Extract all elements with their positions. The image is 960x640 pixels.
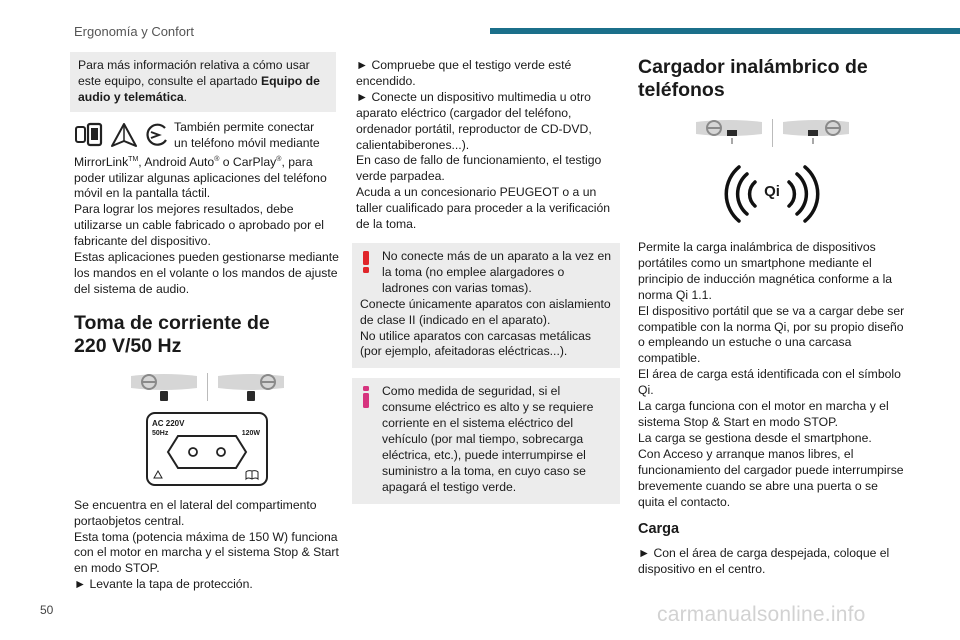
watermark: carmanualsonline.info — [657, 603, 866, 626]
wireless-p3: El área de carga está identificada con el símbolo Qi. — [638, 367, 901, 398]
wireless-p5: La carga se gestiona desde el smartphone. — [638, 430, 872, 445]
wireless-p6: Con Acceso y arranque manos libres, el funcionamiento del cargador puede interrumpirse brevemente cuando se abre una puerta o se quita el contacto. — [638, 446, 904, 509]
info-box-end: . — [183, 89, 188, 104]
info-notice-text: Como medida de seguridad, si el consume eléctrico es alto y se requiere corriente en el sistema eléctrico del vehículo (por mal tiempo, sobrecarga eléctrica, etc.), puede interrumpirse el suministro a la toma, en cuyo caso se apagará el testigo verde. — [382, 384, 594, 494]
apps-row — [74, 120, 340, 152]
wireless-title-line2: teléfonos — [638, 79, 725, 101]
warning-text-1: No conecte más de un aparato a la vez en la toma (no emplee alargadores o ladrones con varias tomas). — [382, 248, 611, 295]
apps-para: , para — [281, 154, 313, 169]
apps-carplay: o CarPlay — [219, 154, 277, 169]
malfunction-text: En caso de fallo de funcionamiento, el testigo verde parpadea. — [356, 153, 602, 184]
wireless-title-line1: Cargador inalámbrico de — [638, 56, 868, 78]
carga-step: ► Con el área de carga despejada, coloque el dispositivo en el centro. — [638, 546, 890, 577]
dashboard-wireless-rhd-icon — [781, 116, 851, 150]
wireless-vehicle-separator — [772, 119, 773, 147]
socket-body-1: Se encuentra en el lateral del compartimento portaobjetos central. — [74, 497, 317, 528]
socket-vehicle-icons — [74, 370, 340, 404]
socket-body — [74, 498, 340, 593]
info-box-text: Para más información relativa a cómo usar este equipo, consulte el apartado — [78, 58, 310, 88]
column-2 — [356, 58, 620, 504]
socket-steps — [356, 58, 620, 233]
socket-illustration — [74, 412, 340, 486]
apps-mirrorlink: MirrorLink — [74, 154, 129, 169]
qi-symbol — [638, 164, 906, 224]
dashboard-lhd-icon — [129, 370, 199, 404]
tm-sup: TM — [128, 155, 139, 163]
socket-label-hz: 50Hz — [152, 429, 169, 437]
socket-outlet-icon — [148, 414, 266, 484]
page-number: 50 — [40, 603, 54, 617]
socket-body-3: ► Levante la tapa de protección. — [74, 577, 253, 592]
info-box — [70, 52, 336, 112]
column-3 — [638, 56, 906, 578]
apps-rest: poder utilizar algunas aplicaciones del teléfono móvil en la pantalla táctil. — [74, 170, 327, 201]
mirrorlink-icon — [74, 122, 104, 148]
reg-sup-2: ® — [276, 155, 282, 163]
apps-intro: También permite conectar un teléfono móvil mediante — [174, 119, 320, 150]
warning-box — [352, 243, 620, 368]
header-title: Ergonomía y Confort — [74, 24, 194, 39]
socket-label-w: 120W — [241, 429, 260, 437]
qi-wireless-icon — [717, 164, 827, 224]
section-title-socket — [74, 312, 340, 358]
step-1: ► Compruebe que el testigo verde esté encendido. — [356, 58, 572, 88]
section-title-wireless — [638, 56, 906, 102]
warning-text-2: Conecte únicamente aparatos con aislamiento de clase II (indicado en el aparato). — [360, 296, 611, 327]
warning-exclamation-icon — [362, 251, 370, 273]
dashboard-rhd-icon — [216, 370, 286, 404]
apps-text — [74, 152, 340, 298]
qi-label: Qi — [764, 183, 780, 200]
android-auto-icon — [110, 122, 138, 148]
apps-android: , Android Auto — [138, 154, 215, 169]
column-1 — [74, 52, 340, 593]
wireless-body — [638, 240, 906, 510]
info-box-bold: Equipo de audio y telemática — [78, 73, 320, 104]
vehicle-separator — [207, 373, 208, 401]
reg-sup-1: ® — [214, 155, 220, 163]
apps-icons — [74, 120, 170, 148]
socket-label-ac: AC 220V — [152, 418, 185, 428]
apps-paragraph-2: Para lograr los mejores resultados, debe utilizarse un cable fabricado o aprobado por el fabricante del dispositivo. — [74, 202, 325, 249]
carplay-icon — [144, 122, 170, 148]
info-notice-box — [352, 378, 620, 503]
socket-title-line2: 220 V/50 Hz — [74, 334, 182, 357]
step-2: ► Conecte un dispositivo multimedia u otro aparato eléctrico (cargador del teléfono, ordenador portátil, reproductor de CD-DVD, calientabiberones...). — [356, 89, 592, 152]
wireless-p1: Permite la carga inalámbrica de dispositivos portátiles como un smartphone mediante el principio de inducción magnética conforme a la norma Qi 1.1. — [638, 240, 893, 302]
info-i-icon — [362, 386, 370, 408]
header-accent-bar — [490, 28, 960, 34]
apps-paragraph-3: Estas aplicaciones pueden gestionarse mediante los mandos en el volante o los mandos de ajuste del sistema de audio. — [74, 250, 339, 296]
dealer-text: Acuda a un concesionario PEUGEOT o a un taller cualificado para proceder a la verificación de la toma. — [356, 185, 611, 232]
socket-body-2: Esta toma (potencia máxima de 150 W) funciona con el motor en marcha y el sistema Stop & Start en modo STOP. — [74, 529, 339, 576]
wireless-vehicle-icons — [638, 116, 906, 150]
subheading-carga: Carga — [638, 521, 680, 538]
wireless-p4: La carga funciona con el motor en marcha y el sistema Stop & Start en modo STOP. — [638, 399, 889, 429]
wireless-p2: El dispositivo portátil que se va a cargar debe ser compatible con la norma Qi, por su propio diseño o empleando un estuche o una carcasa compatible. — [638, 303, 905, 366]
warning-text-3: No utilice aparatos con carcasas metálicas (por ejemplo, afeitadoras eléctricas...). — [360, 328, 591, 359]
socket-220v-icon — [146, 412, 268, 486]
socket-title-line1: Toma de corriente de — [74, 311, 270, 334]
dashboard-wireless-lhd-icon — [694, 116, 764, 150]
carga-body — [638, 546, 906, 578]
